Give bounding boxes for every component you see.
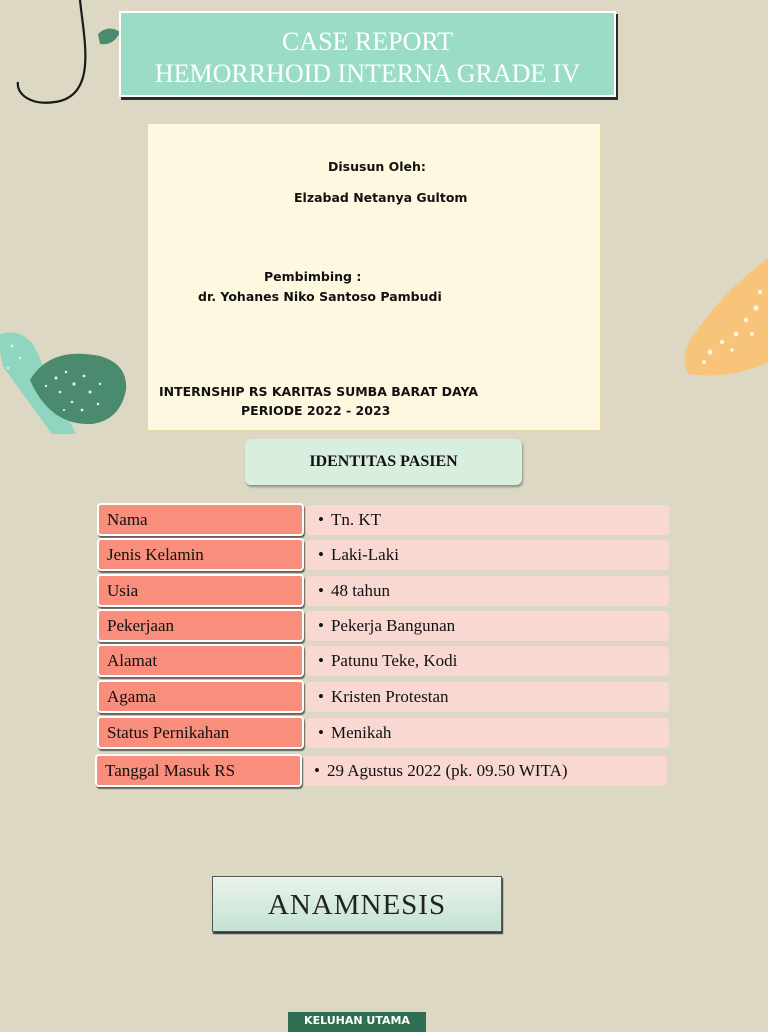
value-text: Menikah: [330, 723, 392, 742]
value-status-pernikahan: [306, 718, 669, 748]
anamnesis-heading: ANAMNESIS: [212, 876, 502, 932]
value-alamat: [306, 646, 669, 676]
small-leaf-icon: [98, 28, 120, 44]
bullet-icon: •: [314, 761, 320, 780]
label-usia: Usia: [97, 574, 304, 607]
value-text: Pekerja Bangunan: [330, 616, 456, 635]
leaf-cluster-left-decoration: [0, 328, 135, 438]
identitas-pasien-heading: IDENTITAS PASIEN: [245, 439, 522, 485]
pembimbing-label: Pembimbing :: [264, 269, 362, 284]
bullet-icon: •: [318, 616, 324, 635]
label-agama: Agama: [97, 680, 304, 713]
title-banner: [119, 11, 616, 97]
disusun-label: Disusun Oleh:: [328, 159, 426, 174]
internship-text: INTERNSHIP RS KARITAS SUMBA BARAT DAYA: [159, 384, 479, 399]
title-diagnosis: HEMORRHOID INTERNA GRADE IV: [154, 59, 581, 88]
value-text: Laki-Laki: [330, 545, 399, 564]
cover-info-box: [147, 123, 601, 431]
value-tanggal-masuk: [304, 756, 667, 786]
bullet-icon: •: [318, 687, 324, 706]
value-nama: [306, 505, 669, 535]
value-text: 48 tahun: [330, 581, 390, 600]
keluhan-utama-label: KELUHAN UTAMA: [288, 1012, 426, 1032]
value-usia: [306, 576, 669, 606]
value-agama: [306, 682, 669, 712]
label-status-pernikahan: Status Pernikahan: [97, 716, 304, 749]
title-case-report: CASE REPORT: [281, 27, 454, 56]
value-pekerjaan: [306, 611, 669, 641]
orange-leaf-decoration: [680, 258, 768, 380]
bullet-icon: •: [318, 581, 324, 600]
label-jenis-kelamin: Jenis Kelamin: [97, 538, 304, 571]
label-tanggal-masuk: Tanggal Masuk RS: [95, 754, 302, 787]
bullet-icon: •: [318, 723, 324, 742]
value-jenis-kelamin: [306, 540, 669, 570]
label-nama: Nama: [97, 503, 304, 536]
periode-text: PERIODE 2022 - 2023: [241, 403, 391, 418]
supervisor-name: dr. Yohanes Niko Santoso Pambudi: [198, 289, 442, 304]
value-text: Tn. KT: [330, 510, 381, 529]
hook-decoration: [0, 0, 130, 110]
value-text: Kristen Protestan: [330, 687, 449, 706]
value-text: 29 Agustus 2022 (pk. 09.50 WITA): [326, 761, 568, 780]
label-pekerjaan: Pekerjaan: [97, 609, 304, 642]
bullet-icon: •: [318, 545, 324, 564]
label-alamat: Alamat: [97, 644, 304, 677]
bullet-icon: •: [318, 510, 324, 529]
bullet-icon: •: [318, 651, 324, 670]
value-text: Patunu Teke, Kodi: [330, 651, 458, 670]
author-name: Elzabad Netanya Gultom: [294, 190, 468, 205]
